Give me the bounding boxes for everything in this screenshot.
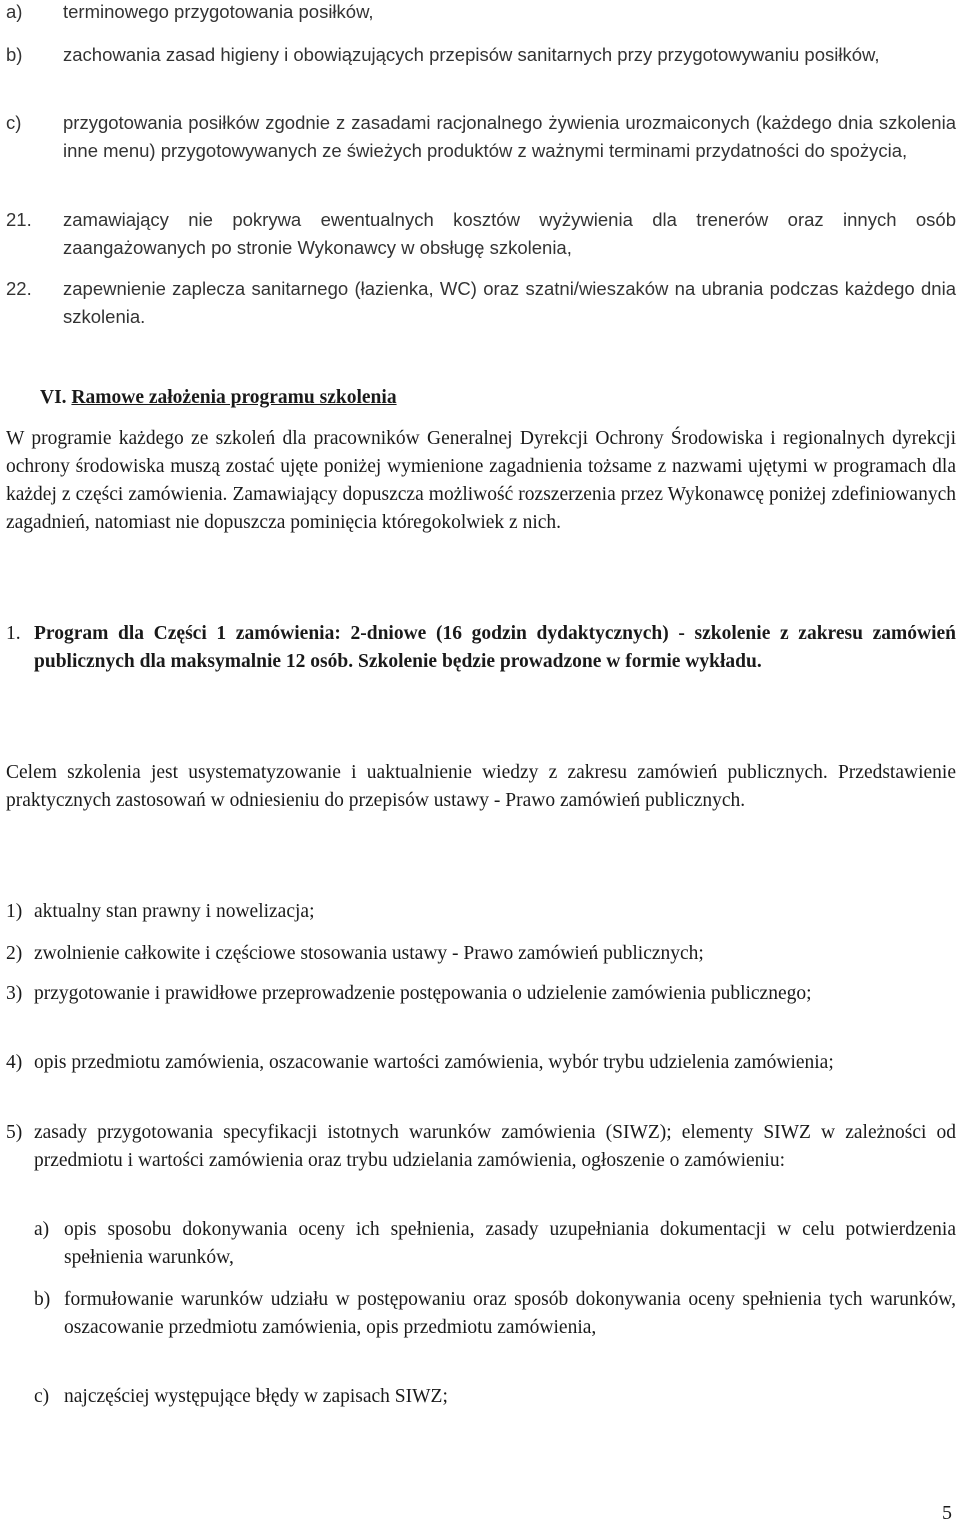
list-text: zamawiający nie pokrywa ewentualnych kosztów wyżywienia dla trenerów oraz innych osób zaangażowanych po stronie Wykonawcy w obsługę szkolenia, (63, 209, 956, 258)
topic-marker: 5) (6, 1122, 23, 1143)
sub-topic-item (34, 1383, 956, 1411)
list-marker: b) (6, 44, 23, 65)
section-number: VI. (40, 387, 67, 408)
topic-text: opis przedmiotu zamówienia, oszacowanie wartości zamówienia, wybór trybu udzielenia zamówienia; (34, 1052, 834, 1073)
topic-text: przygotowanie i prawidłowe przeprowadzenie postępowania o udzielenie zamówienia publicznego; (34, 983, 812, 1004)
sub-topic-marker: a) (34, 1219, 50, 1240)
sub-topic-text: formułowanie warunków udziału w postępowaniu oraz sposób dokonywania oceny spełnienia tych warunków, oszacowanie przedmiotu zamówienia, opis przedmiotu zamówienia, (64, 1289, 956, 1338)
topic-item (6, 940, 956, 968)
list-text: zachowania zasad higieny i obowiązujących przepisów sanitarnych przy przygotowywaniu posiłków, (63, 44, 880, 65)
topic-item (6, 980, 956, 1008)
program-goal: Celem szkolenia jest usystematyzowanie i uaktualnienie wiedzy z zakresu zamówień publicznych. Przedstawienie praktycznych zastosowań w odniesieniu do przepisów ustawy - Prawo zamówień publicznych. (6, 762, 956, 811)
program-heading (6, 620, 956, 676)
topic-item (6, 1049, 956, 1077)
list-item (6, 275, 956, 331)
list-marker: 21. (6, 209, 32, 230)
section-title: Ramowe założenia programu szkolenia (71, 387, 397, 408)
topic-text: aktualny stan prawny i nowelizacja; (34, 901, 315, 922)
topic-marker: 1) (6, 901, 23, 922)
list-item (6, 41, 956, 69)
list-item (6, 109, 956, 165)
topic-text: zwolnienie całkowite i częściowe stosowania ustawy - Prawo zamówień publicznych; (34, 943, 704, 964)
sub-topic-text: najczęściej występujące błędy w zapisach SIWZ; (64, 1386, 448, 1407)
sub-topic-text: opis sposobu dokonywania oceny ich spełnienia, zasady uzupełniania dokumentacji w celu potwierdzenia spełnienia warunków, (64, 1219, 956, 1268)
list-marker: c) (6, 112, 22, 133)
topic-text: zasady przygotowania specyfikacji istotnych warunków zamówienia (SIWZ); elementy SIWZ w zależności od przedmiotu i wartości zamówienia oraz trybu udzielania zamówienia, ogłoszenie o zamówieniu: (34, 1122, 956, 1171)
section-intro: W programie każdego ze szkoleń dla pracowników Generalnej Dyrekcji Ochrony Środowiska i regionalnych dyrekcji ochrony środowiska muszą zostać ujęte poniżej wymienione zagadnienia tożsame z nazwami ujętymi w programach dla każdej z części zamówienia. Zamawiający dopuszcza możliwość rozszerzenia przez Wykonawcę poniżej zdefiniowanych zagadnień, natomiast nie dopuszcza pominięcia któregokolwiek z nich. (6, 428, 956, 533)
topic-item (6, 898, 956, 926)
list-marker: 22. (6, 278, 32, 299)
section-heading (40, 384, 956, 412)
topic-marker: 3) (6, 983, 23, 1004)
page-number: 5 (942, 1502, 952, 1524)
list-item (6, 206, 956, 262)
program-heading-text: Program dla Części 1 zamówienia: 2-dniowe (16 godzin dydaktycznych) - szkolenie z zakresu zamówień publicznych dla maksymalnie 12 osób. Szkolenie będzie prowadzone w formie wykładu. (34, 623, 956, 672)
list-text: zapewnienie zaplecza sanitarnego (łazienka, WC) oraz szatni/wieszaków na ubrania podczas każdego dnia szkolenia. (63, 278, 956, 327)
topic-marker: 2) (6, 943, 23, 964)
sub-topic-marker: b) (34, 1289, 51, 1310)
list-text: przygotowania posiłków zgodnie z zasadami racjonalnego żywienia urozmaiconych (każdego dnia szkolenia inne menu) przygotowywanych ze świeżych produktów z ważnymi terminami przydatności do spożycia, (63, 112, 956, 161)
sub-topic-item (34, 1286, 956, 1342)
topic-marker: 4) (6, 1052, 23, 1073)
program-marker: 1. (6, 623, 21, 644)
topic-item (6, 1119, 956, 1175)
list-item (6, 0, 956, 26)
list-text: terminowego przygotowania posiłków, (63, 1, 374, 22)
sub-topic-item (34, 1216, 956, 1272)
list-marker: a) (6, 1, 23, 22)
sub-topic-marker: c) (34, 1386, 50, 1407)
